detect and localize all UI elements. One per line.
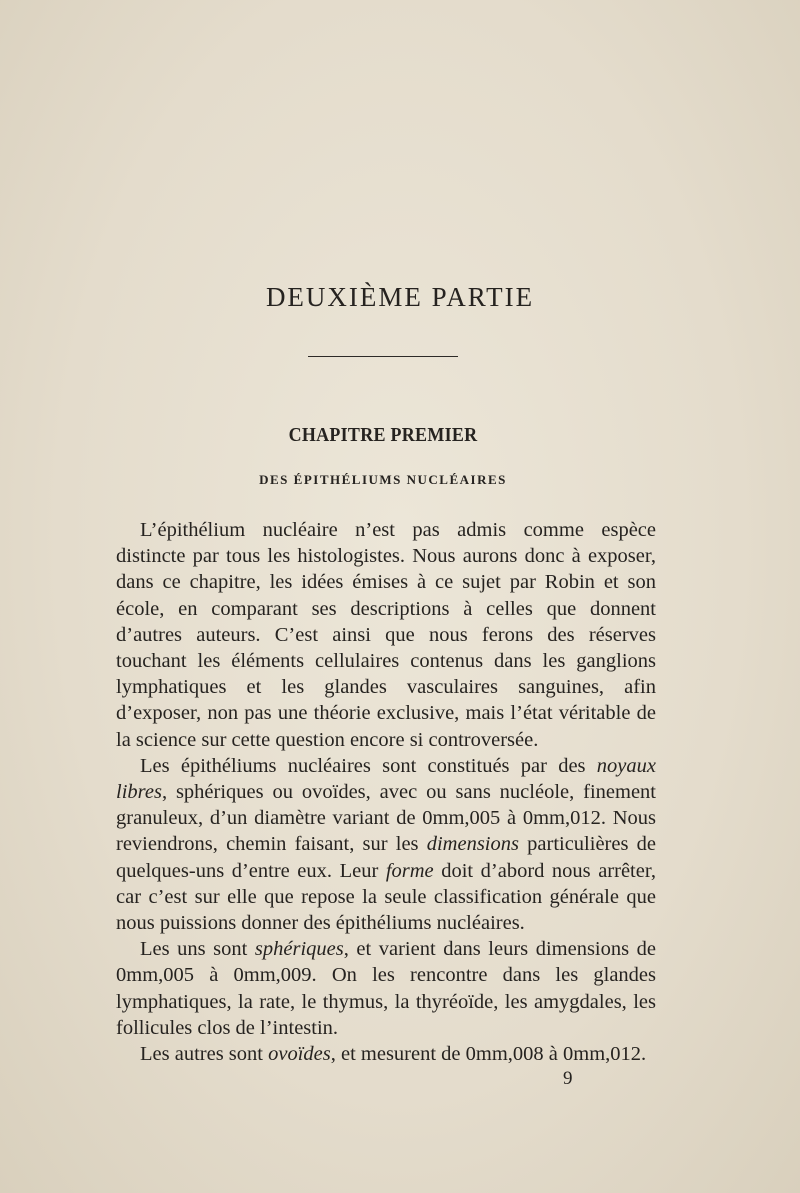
- chapter-title: CHAPITRE PREMIER: [288, 424, 478, 446]
- body-text: [116, 517, 656, 1067]
- paragraph-2: Les épithéliums nucléaires sont constitués par des noyaux libres, sphériques ou ovoïdes, avec ou sans nucléole, finement granuleux, d’un diamètre variant de 0mm,005 à 0mm,012. Nous reviendrons, chemin faisant, sur les dimensions particulières de quelques-uns d’entre eux. Leur forme doit d’abord nous arrêter, car c’est sur elle que repose la seule classification générale que nous puissions donner des épithéliums nucléaires.: [116, 754, 656, 935]
- page-number: 9: [563, 1068, 573, 1089]
- paragraph-1: L’épithélium nucléaire n’est pas admis comme espèce distincte par tous les histologistes. Nous aurons donc à exposer, dans ce chapitre, les idées émises à ce sujet par Robin et son école, en comparant ses descriptions à celles que donnent d’autres auteurs. C’est ainsi que nous ferons des réserves touchant les éléments cellulaires contenus dans les ganglions lymphatiques et les glandes vasculaires sanguines, afin d’exposer, non pas une théorie exclusive, mais l’état véritable de la science sur cette question encore si controversée.: [116, 519, 656, 751]
- paragraph-4: Les autres sont ovoïdes, et mesurent de 0mm,008 à 0mm,012.: [140, 1043, 647, 1066]
- title-divider: [308, 356, 458, 357]
- chapter-subtitle: DES ÉPITHÉLIUMS NUCLÉAIRES: [259, 472, 507, 487]
- part-title: DEUXIÈME PARTIE: [265, 282, 535, 312]
- paragraph-3: Les uns sont sphériques, et varient dans leurs dimensions de 0mm,005 à 0mm,009. On les rencontre dans les glandes lymphatiques, la rate, le thymus, la thyréoïde, les amygdales, les follicules clos de l’intestin.: [116, 938, 656, 1039]
